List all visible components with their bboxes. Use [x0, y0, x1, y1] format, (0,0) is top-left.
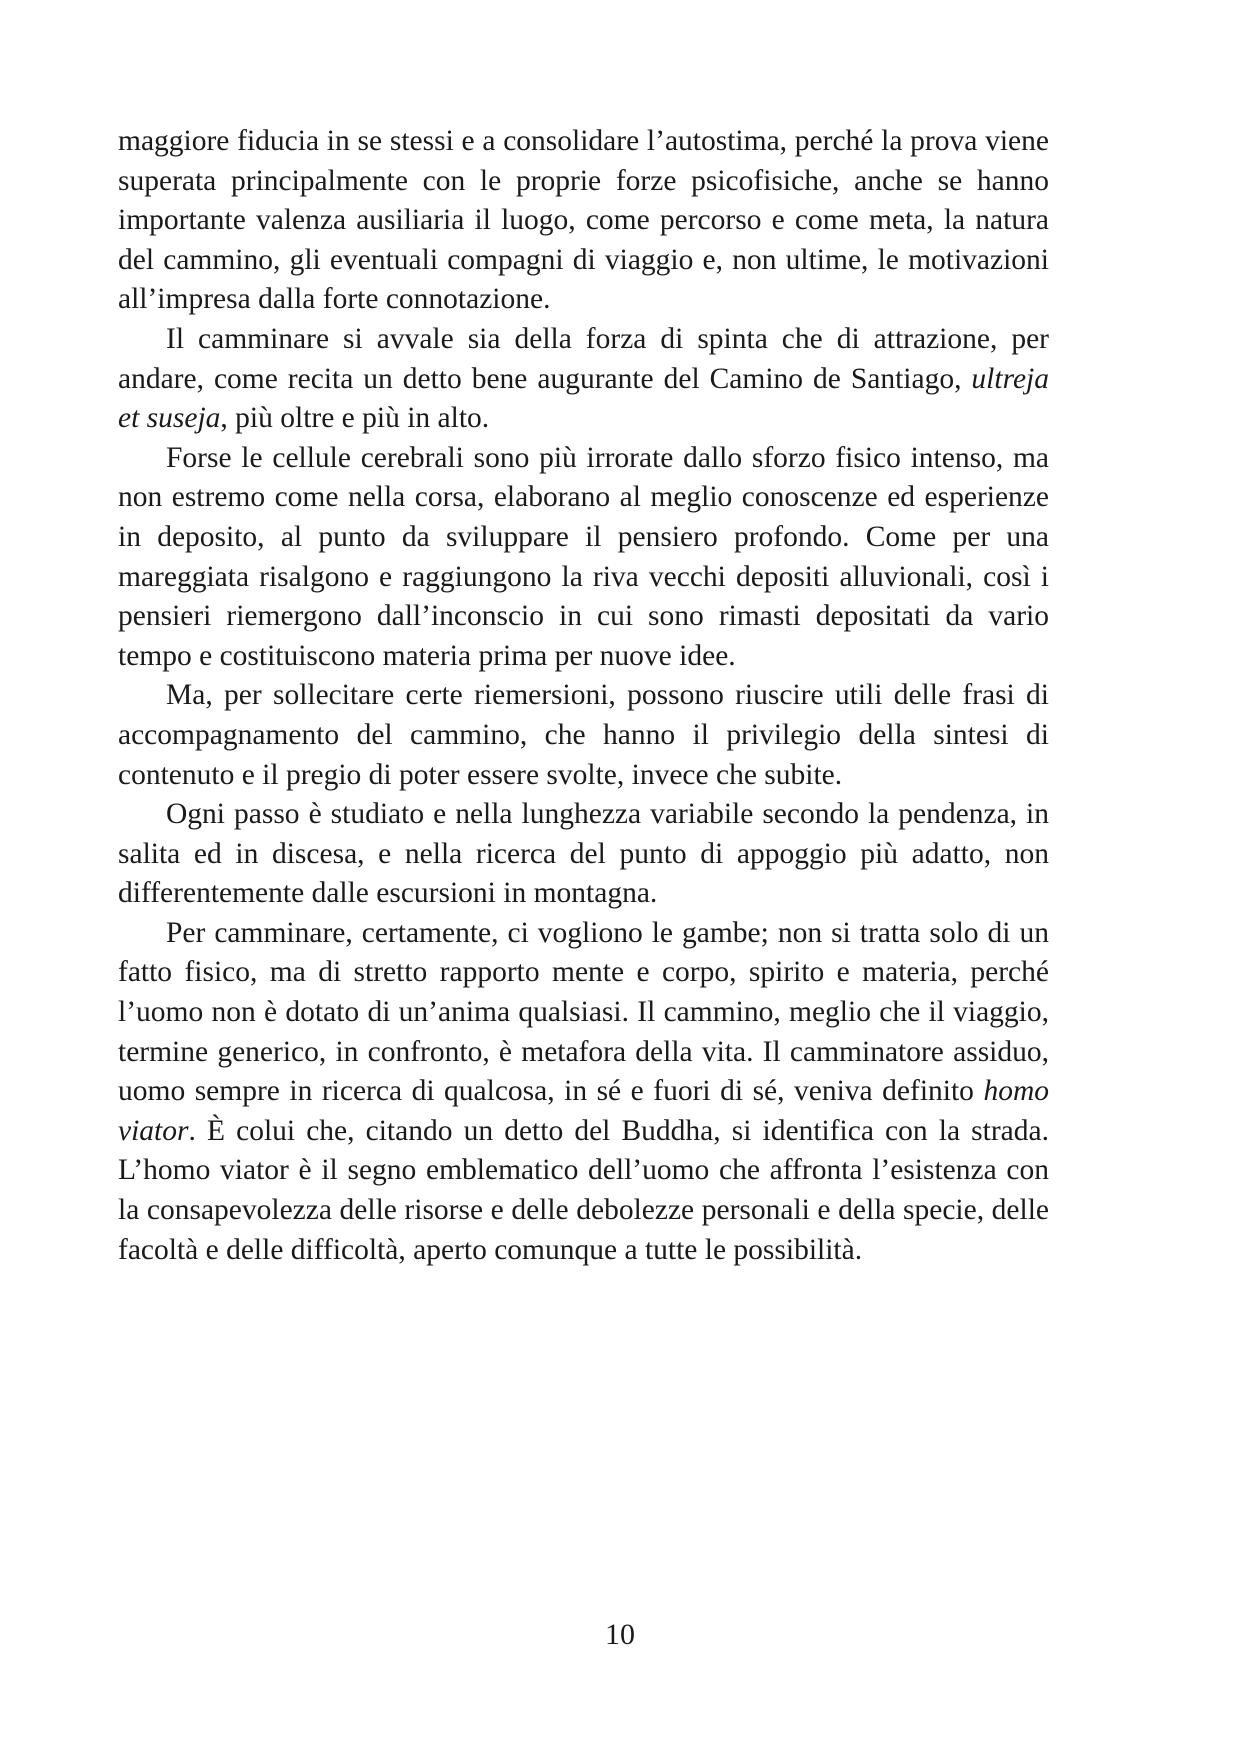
- paragraph-text: maggiore fiducia in se stessi e a consolidare l’autostima, perché la prova viene superata principalmente con le proprie forze psicofisiche, anche se hanno importante valenza ausiliaria il luogo, come percorso e come meta, la natura del cammino, gli eventuali compagni di viaggio e, non ultime, le motivazioni all’impresa dalla forte connotazione.: [118, 125, 1049, 316]
- paragraph-2: [118, 320, 1049, 439]
- paragraph-text: Per camminare, certamente, ci vogliono le gambe; non si tratta solo di un fatto fisico, ma di stretto rapporto mente e corpo, spirito e materia, perché l’uomo non è dotato di un’anima qualsiasi. Il cammino, meglio che il viaggio, termine generico, in confronto, è metafora della vita. Il camminatore assiduo, uomo sempre in ricerca di qualcosa, in sé e fuori di sé, veniva definito: [118, 916, 1049, 1108]
- italic-phrase: homo viator: [118, 1075, 1049, 1147]
- paragraph-1: [118, 122, 1049, 320]
- paragraph-text: Ma, per sollecitare certe riemersioni, possono riuscire utili delle frasi di accompagnamento del cammino, che hanno il privilegio della sintesi di contenuto e il pregio di poter essere svolte, invece che subite.: [118, 679, 1049, 791]
- paragraph-text: , più oltre e più in alto.: [220, 402, 490, 435]
- paragraph-text: . È colui che, citando un detto del Buddha, si identifica con la strada. L’homo viator è il segno emblematico dell’uomo che affronta l’esistenza con la consapevolezza delle risorse e delle debolezze personali e della specie, delle facoltà e delle difficoltà, aperto comunque a tutte le possibilità.: [118, 1114, 1049, 1266]
- paragraph-3: [118, 439, 1049, 677]
- paragraph-4: [118, 676, 1049, 795]
- paragraph-text: Forse le cellule cerebrali sono più irrorate dallo sforzo fisico intenso, ma non estremo come nella corsa, elaborano al meglio conoscenze ed esperienze in deposito, al punto da sviluppare il pensiero profondo. Come per una mareggiata risalgono e raggiungono la riva vecchi depositi alluvionali, così i pensieri riemergono dall’inconscio in cui sono rimasti depositati da vario tempo e costituiscono materia prima per nuove idee.: [118, 441, 1049, 672]
- italic-phrase: ultreja et suseja: [118, 362, 1049, 435]
- paragraph-5: [118, 795, 1049, 914]
- paragraph-6: [118, 914, 1049, 1270]
- paragraph-text: Ogni passo è studiato e nella lunghezza variabile secondo la pendenza, in salita ed in discesa, e nella ricerca del punto di appoggio più adatto, non differentemente dalle escursioni in montagna.: [118, 798, 1049, 910]
- page-number: 10: [605, 1618, 635, 1651]
- paragraph-text: Il camminare si avvale sia della forza di spinta che di attrazione, per andare, come recita un detto bene augurante del Camino de Santiago,: [118, 322, 1049, 395]
- body-text: [118, 122, 1049, 1270]
